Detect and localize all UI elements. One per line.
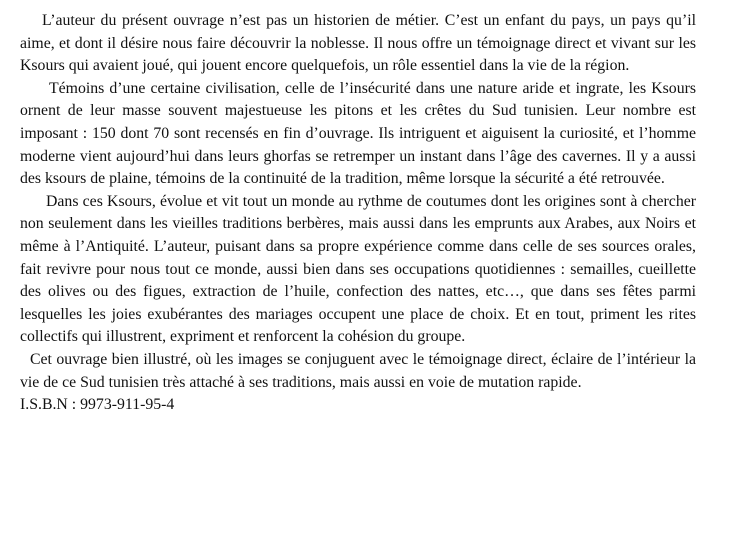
- back-cover-text: [20, 10, 696, 417]
- paragraph-book-summary: Cet ouvrage bien illustré, où les images se conjuguent avec le témoignage direct, éclaire de l’intérieur la vie de ce Sud tunisien très attaché à ses traditions, mais aussi en voie de mutation rapide.: [20, 350, 696, 391]
- paragraph-ksours-customs: Dans ces Ksours, évolue et vit tout un monde au rythme de coutumes dont les origines sont à chercher non seulement dans les vieilles traditions berbères, mais aussi dans les emprunts aux Arabes, aux Noirs et même à l’Antiquité. L’auteur, puisant dans sa propre expérience comme dans celle de ses sources orales, fait revivre pour nous tout ce monde, aussi bien dans ses occupations quotidiennes : semailles, cueillette des olives ou des figues, extraction de l’huile, confection des nattes, etc…, que dans ses fêtes parmi lesquelles les joies exubérantes des mariages occupent une place de choix. Et en tout, priment les rites collectifs qui illustrent, expriment et renforcent la cohésion du groupe.: [20, 192, 696, 346]
- paragraph-ksours-witnesses: Témoins d’une certaine civilisation, celle de l’insécurité dans une nature aride et ingrate, les Ksours ornent de leur masse souvent majestueuse les pitons et les crêtes du Sud tunisien. Leur nombre est imposant : 150 dont 70 sont recensés en fin d’ouvrage. Ils intriguent et aiguisent la curiosité, et l’homme moderne vient aujourd’hui dans leurs ghorfas se retremper un instant dans l’âge des cavernes. Il y a aussi des ksours de plaine, témoins de la continuité de la tradition, même lorsque la sécurité a été retrouvée.: [20, 79, 696, 188]
- paragraph-author-intro: L’auteur du présent ouvrage n’est pas un historien de métier. C’est un enfant du pays, un pays qu’il aime, et dont il désire nous faire découvrir la noblesse. Il nous offre un témoignage direct et vivant sur les Ksours qui avaient joué, qui jouent encore quelquefois, un rôle essentiel dans la vie de la région.: [20, 12, 696, 75]
- isbn-line: I.S.B.N : 9973-911-95-4: [20, 396, 175, 414]
